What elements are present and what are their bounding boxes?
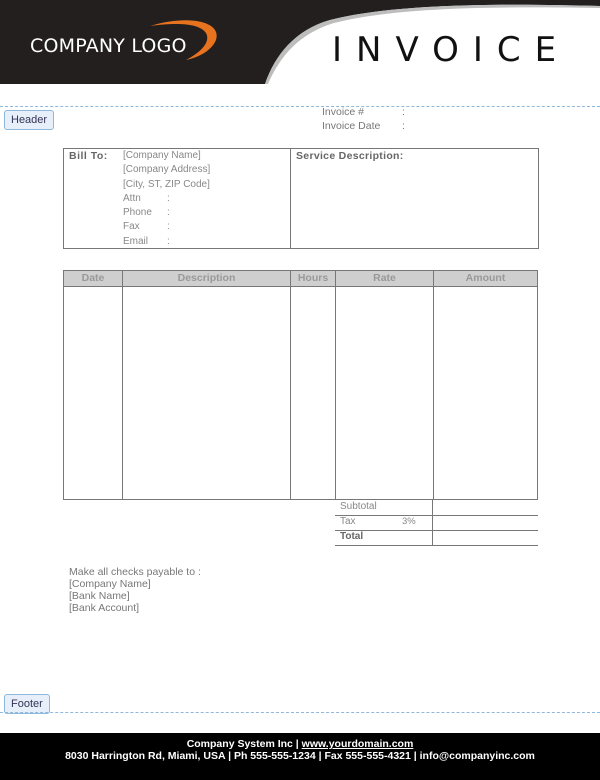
footer-address: 8030 Harrington Rd, Miami, USA (65, 750, 226, 762)
invoice-number-label: Invoice # (322, 106, 365, 118)
payable-intro: Make all checks payable to : (69, 566, 201, 578)
attn-label: Attn (123, 192, 141, 204)
footer-company: Company System Inc (186, 738, 293, 750)
company-name-field[interactable]: [Company Name] (123, 150, 201, 161)
invoice-number-row (322, 105, 405, 119)
footer-sep-2: | (225, 750, 234, 762)
company-logo: COMPANY LOGO (30, 35, 187, 57)
invoice-date-row (322, 119, 405, 133)
banner (0, 0, 600, 84)
bill-to-box (63, 148, 539, 249)
payable-company[interactable]: [Company Name] (69, 578, 151, 590)
line-items-table[interactable] (63, 270, 538, 500)
footer-sep-3: | (315, 750, 325, 762)
col-divider-4 (433, 271, 434, 499)
city-field[interactable]: [City, ST, ZIP Code] (123, 178, 210, 190)
tax-row (335, 515, 538, 531)
footer-phone: Ph 555-555-1234 (233, 750, 316, 762)
bill-to-label: Bill To: (69, 150, 108, 162)
fax-sep: : (167, 221, 170, 233)
tax-divider (432, 515, 433, 530)
header-rate: Rate (373, 272, 396, 284)
footer-tab[interactable]: Footer (4, 694, 50, 714)
phone-sep: : (167, 207, 170, 219)
header-amount: Amount (465, 272, 506, 284)
attn-row (123, 192, 210, 206)
email-row (123, 235, 210, 249)
company-address-field[interactable]: [Company Address] (123, 164, 211, 176)
payable-account[interactable]: [Bank Account] (69, 602, 140, 614)
phone-row (123, 206, 210, 220)
phone-label: Phone (123, 207, 152, 219)
email-sep: : (167, 235, 170, 247)
box-divider (290, 149, 291, 248)
footer-sep-4: | (410, 750, 420, 762)
col-divider-2 (290, 271, 291, 499)
footer-sep-1: | (292, 738, 302, 750)
footer-domain-link[interactable]: www.yourdomain.com (301, 738, 414, 750)
header-tab[interactable]: Header (4, 110, 54, 130)
total-label: Total (340, 531, 364, 542)
footer-line-1 (0, 738, 600, 750)
footer-guide-line (0, 712, 600, 713)
invoice-meta (322, 105, 405, 133)
tax-percent: 3% (402, 516, 416, 527)
page-title: INVOICE (332, 30, 571, 70)
subtotal-label: Subtotal (340, 501, 377, 512)
invoice-date-sep: : (402, 120, 405, 132)
total-row (335, 530, 538, 546)
email-label: Email (123, 235, 149, 247)
service-description-label: Service Description: (296, 150, 404, 162)
total-divider (432, 530, 433, 545)
footer-email[interactable]: info@companyinc.com (419, 750, 535, 762)
footer-line-2 (0, 750, 600, 762)
invoice-date-label: Invoice Date (322, 120, 381, 132)
header-date: Date (81, 272, 105, 284)
payable-to-section (69, 566, 201, 614)
header-guide-line (0, 106, 600, 107)
subtotal-divider (432, 500, 433, 515)
fax-label: Fax (123, 221, 140, 233)
payable-bank[interactable]: [Bank Name] (69, 590, 130, 602)
col-divider-3 (335, 271, 336, 499)
subtotal-row (335, 500, 538, 516)
bill-to-fields (123, 149, 210, 249)
col-divider-1 (122, 271, 123, 499)
tax-label: Tax (340, 516, 356, 527)
fax-row (123, 220, 210, 234)
footer-fax: Fax 555-555-4321 (324, 750, 411, 762)
header-description: Description (177, 272, 236, 284)
invoice-number-sep: : (402, 106, 405, 118)
footer-band (0, 733, 600, 780)
header-hours: Hours (297, 272, 329, 284)
attn-sep: : (167, 192, 170, 204)
